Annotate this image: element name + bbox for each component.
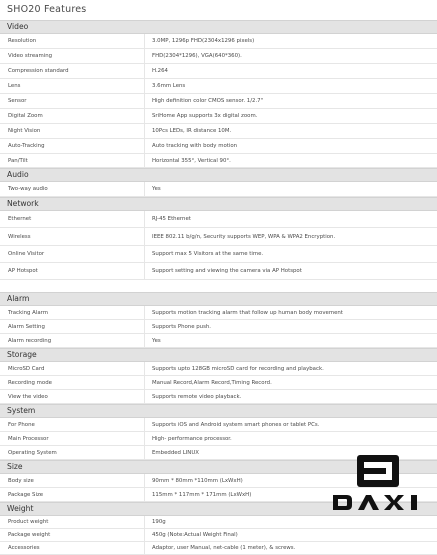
table-row bbox=[0, 529, 437, 542]
table-row bbox=[0, 516, 437, 529]
section-header-size: Size bbox=[0, 460, 437, 474]
daxi-logo bbox=[331, 455, 435, 517]
row-label: Lens bbox=[0, 79, 145, 93]
row-label: Main Processor bbox=[0, 432, 145, 445]
section-header-video: Video bbox=[0, 20, 437, 34]
table-row bbox=[0, 306, 437, 320]
table-row bbox=[0, 418, 437, 432]
table-row bbox=[0, 320, 437, 334]
row-value: Embedded LINUX bbox=[152, 449, 199, 456]
row-value: 115mm * 117mm * 171mm (LxWxH) bbox=[152, 491, 252, 498]
section-header-audio: Audio bbox=[0, 168, 437, 182]
row-label: Product weight bbox=[0, 516, 145, 528]
row-label: For Phone bbox=[0, 418, 145, 431]
row-value: Supports Phone push. bbox=[152, 323, 212, 330]
row-value: Adaptor, user Manual, net-cable (1 meter), & screws. bbox=[152, 545, 296, 551]
table-row bbox=[0, 390, 437, 404]
row-value: Supports remote video playback. bbox=[152, 393, 242, 400]
table-row bbox=[0, 124, 437, 139]
table-row bbox=[0, 94, 437, 109]
row-value: Manual Record,Alarm Record,Timing Record. bbox=[152, 379, 272, 386]
row-label: Operating System bbox=[0, 446, 145, 459]
table-row bbox=[0, 211, 437, 228]
table-row bbox=[0, 79, 437, 94]
row-label: Two-way audio bbox=[0, 182, 145, 196]
row-label: Alarm Setting bbox=[0, 320, 145, 333]
table-row bbox=[0, 109, 437, 124]
row-value: IEEE 802.11 b/g/n, Security supports WEP, WPA & WPA2 Encryption. bbox=[152, 233, 336, 240]
row-label: Tracking Alarm bbox=[0, 306, 145, 319]
table-row bbox=[0, 334, 437, 348]
table-row bbox=[0, 139, 437, 154]
row-value: RJ-45 Ethernet bbox=[152, 216, 191, 222]
row-label: AP Hotspot bbox=[0, 263, 145, 279]
row-value: 90mm * 80mm *110mm (LxWxH) bbox=[152, 477, 243, 484]
row-label: Recording mode bbox=[0, 376, 145, 389]
row-value: Supports iOS and Android system smart phones or tablet PCs. bbox=[152, 421, 320, 428]
row-value: 190g bbox=[152, 519, 166, 525]
logo-wordmark bbox=[333, 495, 417, 510]
table-row bbox=[0, 49, 437, 64]
page-title: SHO20 Features bbox=[7, 4, 87, 15]
row-label: Accessories bbox=[0, 542, 145, 554]
table-row bbox=[0, 376, 437, 390]
table-row bbox=[0, 228, 437, 246]
section-header-alarm: Alarm bbox=[0, 292, 437, 306]
table-row bbox=[0, 64, 437, 79]
table-row bbox=[0, 246, 437, 263]
row-value: Yes bbox=[152, 186, 161, 192]
row-label: Digital Zoom bbox=[0, 109, 145, 123]
logo-mark-icon bbox=[357, 455, 399, 487]
row-value: Supports motion tracking alarm that follow up human body movement bbox=[152, 309, 343, 316]
row-value: Yes bbox=[152, 337, 161, 344]
row-value: 3.0MP, 1296p FHD(2304x1296 pixels) bbox=[152, 38, 255, 44]
table-row bbox=[0, 432, 437, 446]
section-header-network: Network bbox=[0, 197, 437, 211]
table-row bbox=[0, 263, 437, 280]
row-label: Video streaming bbox=[0, 49, 145, 63]
row-label: Body size bbox=[0, 474, 145, 487]
row-value: SriHome App supports 3x digital zoom. bbox=[152, 113, 258, 119]
section-header-weight: Weight bbox=[0, 502, 437, 516]
row-label: Alarm recording bbox=[0, 334, 145, 347]
row-label: Resolution bbox=[0, 34, 145, 48]
row-value: 10Pcs LEDs, IR distance 10M. bbox=[152, 128, 232, 134]
table-row bbox=[0, 34, 437, 49]
table-row bbox=[0, 542, 437, 555]
row-value: H.264 bbox=[152, 68, 168, 74]
row-value: Supports upto 128GB microSD card for recording and playback. bbox=[152, 365, 324, 372]
row-value: Auto tracking with body motion bbox=[152, 143, 238, 149]
row-value: Support max 5 Visitors at the same time. bbox=[152, 251, 264, 257]
section-spacer bbox=[0, 280, 437, 292]
row-label: Night Vision bbox=[0, 124, 145, 138]
table-row bbox=[0, 362, 437, 376]
section-header-storage: Storage bbox=[0, 348, 437, 362]
row-value: High- performance processor. bbox=[152, 435, 232, 442]
row-value: 450g (Note:Actual Weight Final) bbox=[152, 532, 238, 538]
row-label: Compression standard bbox=[0, 64, 145, 78]
row-label: Ethernet bbox=[0, 211, 145, 227]
row-value: Horizontal 355°, Vertical 90°. bbox=[152, 157, 231, 164]
row-value: Support setting and viewing the camera via AP Hotspot bbox=[152, 268, 302, 274]
row-label: Package weight bbox=[0, 529, 145, 541]
row-label: Online Visitor bbox=[0, 246, 145, 262]
row-label: Auto-Tracking bbox=[0, 139, 145, 153]
row-label: MicroSD Card bbox=[0, 362, 145, 375]
section-header-system: System bbox=[0, 404, 437, 418]
table-row bbox=[0, 182, 437, 197]
table-row bbox=[0, 154, 437, 168]
row-label: Wireless bbox=[0, 228, 145, 245]
row-value: FHD(2304*1296), VGA(640*360). bbox=[152, 53, 242, 59]
row-value: High definition color CMOS sensor. 1/2.7" bbox=[152, 98, 264, 104]
row-value: 3.6mm Lens bbox=[152, 83, 186, 89]
row-label: Pan/Tilt bbox=[0, 154, 145, 167]
row-label: View the video bbox=[0, 390, 145, 403]
row-label: Package Size bbox=[0, 488, 145, 501]
row-label: Sensor bbox=[0, 94, 145, 108]
